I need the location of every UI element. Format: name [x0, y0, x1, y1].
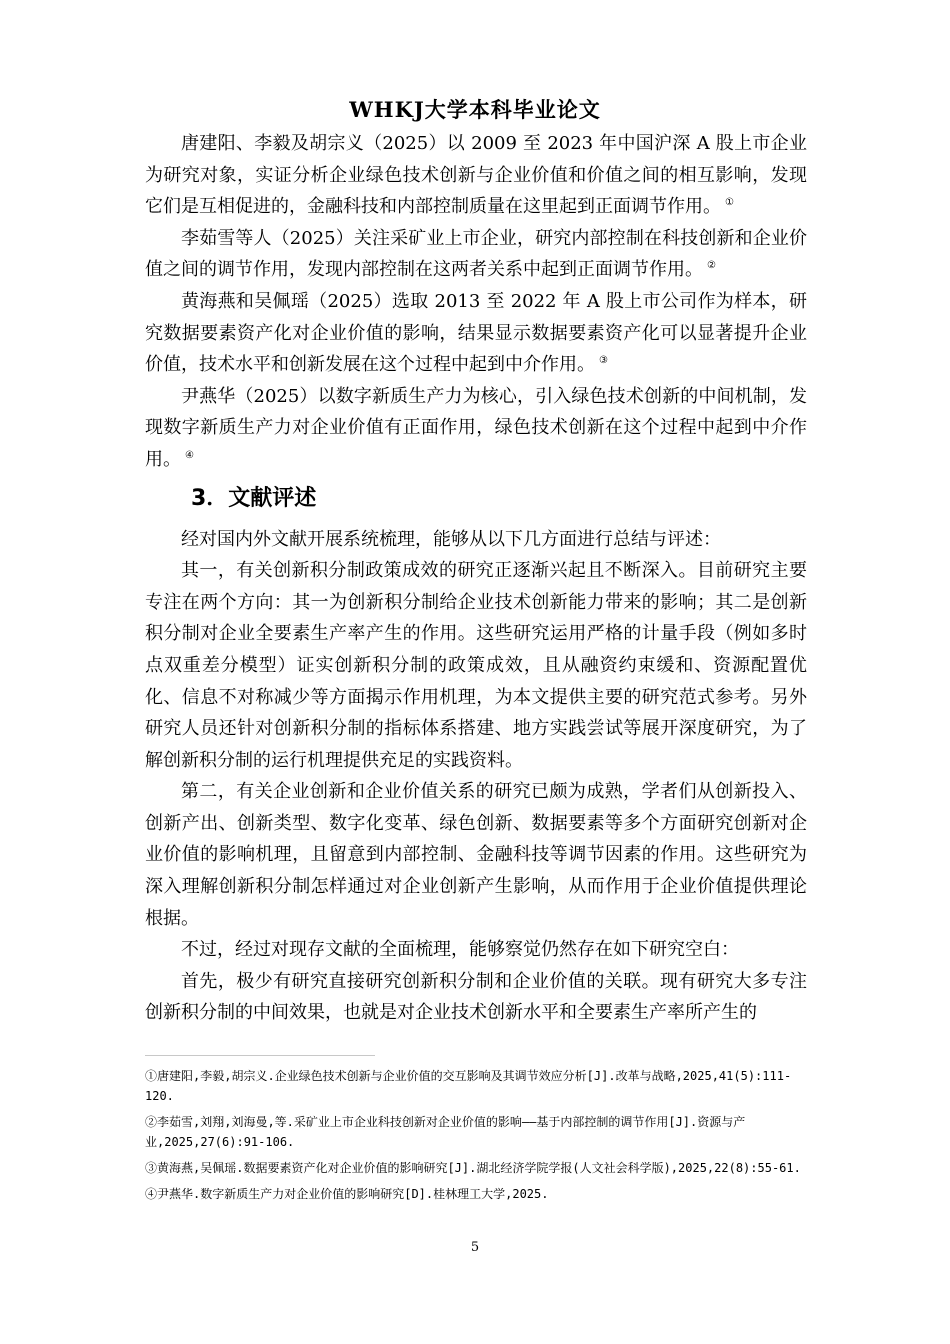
footnote: ③黄海燕,吴佩瑶.数据要素资产化对企业价值的影响研究[J].湖北经济学院学报(人文社会科学版),2025,22(8):55-61. [145, 1161, 801, 1175]
paragraph: 首先，极少有研究直接研究创新积分制和企业价值的关联。现有研究大多专注创新积分制的中间效果，也就是对企业技术创新水平和全要素生产率所产生的 [145, 970, 807, 1024]
footnote-ref[interactable]: ④ [185, 449, 194, 461]
paragraph [145, 286, 807, 381]
paragraph-text: 尹燕华（2025）以数字新质生产力为核心，引入绿色技术创新的中间机制，发现数字新质生产力对企业价值有正面作用，绿色技术创新在这个过程中起到中介作用。 [145, 385, 807, 470]
footnotes [145, 1066, 815, 1210]
paragraph: 经对国内外文献开展系统梳理，能够从以下几方面进行总结与评述： [181, 528, 721, 550]
footnote: ④尹燕华.数字新质生产力对企业价值的影响研究[D].桂林理工大学,2025. [145, 1187, 549, 1201]
paragraph [145, 381, 807, 476]
paragraph [145, 223, 807, 286]
paragraph-text: 黄海燕和吴佩瑶（2025）选取 2013 至 2022 年 A 股上市公司作为样本，研究数据要素资产化对企业价值的影响，结果显示数据要素资产化可以显著提升企业价值，技术水平和创新发展在这个过程中起到中介作用。 [145, 290, 807, 376]
paragraph: 其一，有关创新积分制政策成效的研究正逐渐兴起且不断深入。目前研究主要专注在两个方向：其一为创新积分制给企业技术创新能力带来的影响；其二是创新积分制对企业全要素生产率产生的作用。这些研究运用严格的计量手段（例如多时点双重差分模型）证实创新积分制的政策成效，且从融资约束缓和、资源配置优化、信息不对称减少等方面揭示作用机理，为本文提供主要的研究范式参考。另外研究人员还针对创新积分制的指标体系搭建、地方实践尝试等展开深度研究，为了解创新积分制的运行机理提供充足的实践资料。 [145, 560, 807, 771]
footnote-ref[interactable]: ② [707, 260, 716, 272]
body-text [145, 128, 807, 1029]
page-number: 5 [470, 1240, 480, 1255]
paragraph: 第二，有关企业创新和企业价值关系的研究已颇为成熟，学者们从创新投入、创新产出、创新类型、数字化变革、绿色创新、数据要素等多个方面研究创新对企业价值的影响机理，且留意到内部控制、金融科技等调节因素的作用。这些研究为深入理解创新积分制怎样通过对企业创新产生影响，从而作用于企业价值提供理论根据。 [145, 781, 807, 929]
footnote-ref[interactable]: ① [725, 197, 734, 209]
section-heading: 3．文献评述 [191, 485, 317, 511]
footnote-divider [145, 1055, 375, 1056]
paragraph-text: 唐建阳、李毅及胡宗义（2025）以 2009 至 2023 年中国沪深 A 股上市企业为研究对象，实证分析企业绿色技术创新与企业价值和价值之间的相互影响，发现它们是互相促进的，金融科技和内部控制质量在这里起到正面调节作用。 [145, 133, 807, 218]
paragraph-text: 李茹雪等人（2025）关注采矿业上市企业，研究内部控制在科技创新和企业价值之间的调节作用，发现内部控制在这两者关系中起到正面调节作用。 [145, 227, 807, 281]
paragraph [145, 128, 807, 223]
paragraph: 不过，经过对现存文献的全面梳理，能够察觉仍然存在如下研究空白： [181, 939, 739, 961]
footnote: ①唐建阳,李毅,胡宗义.企业绿色技术创新与企业价值的交互影响及其调节效应分析[J].改革与战略,2025,41(5):111-120. [145, 1069, 792, 1103]
running-header: WHKJ大学本科毕业论文 [349, 97, 601, 122]
footnote-ref[interactable]: ③ [599, 355, 608, 367]
footnote: ②李茹雪,刘翔,刘海曼,等.采矿业上市企业科技创新对企业价值的影响——基于内部控制的调节作用[J].资源与产业,2025,27(6):91-106. [145, 1115, 746, 1149]
